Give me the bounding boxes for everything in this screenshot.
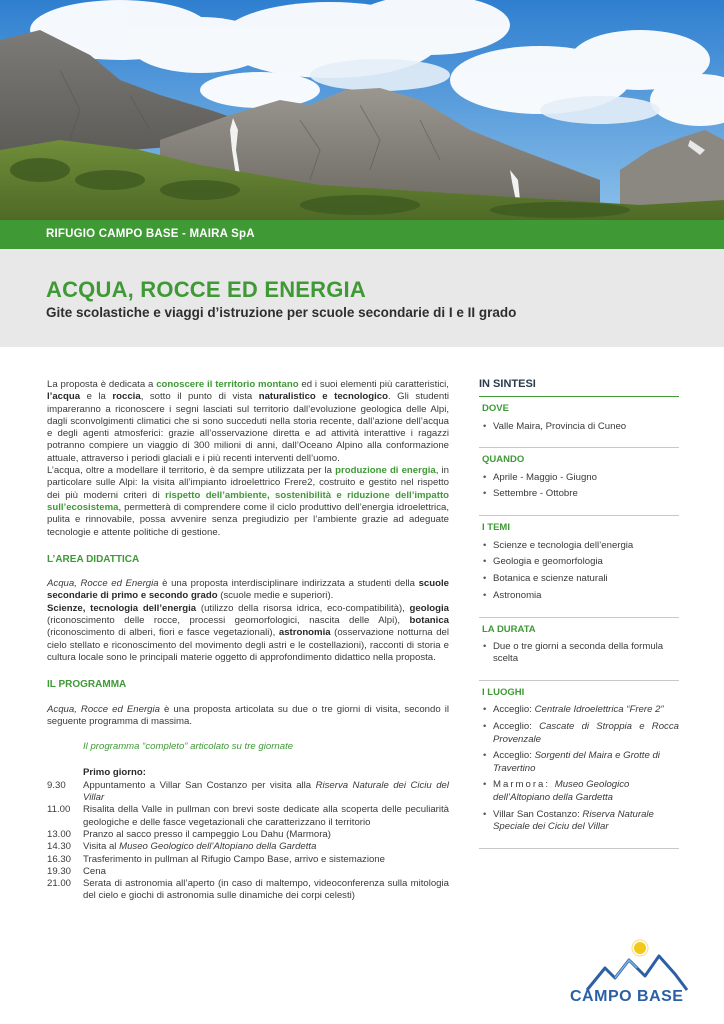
bold-text: roccia	[112, 391, 141, 403]
schedule-row	[47, 854, 449, 866]
italic-text: Centrale Idroelettrica “Frere 2”	[534, 704, 664, 716]
hero-mountain-photo	[0, 0, 724, 220]
text-run: Marmora:	[493, 779, 555, 791]
logo-word-2: BASE	[637, 988, 684, 1005]
summary-sidebar	[479, 378, 679, 849]
text-run: Risalita della Valle in pullman con brevi soste dedicate alla scoperta delle peculiarità geologiche e delle fasce vegetazionali che caratterizzano il territorio	[83, 804, 449, 828]
text-run: . Gli studenti impareranno a riconoscere i segni lasciati sul territorio dall’evoluzione geologica delle Alpi, dagli sconvolgimenti climatici che si sono succeduti nella storia recente, dall’azione dell’acqua e degli agenti atmosferici: grazie all’osservazione diretta e ad attività interattive i ragazzi potranno compiere un viaggio di 300 milioni di anni, dall’Oceano Alpino alla conformazione attuale, attraverso i periodi glaciali e i più recenti interventi dell’uomo.	[47, 391, 450, 464]
logo-wordmark	[570, 988, 683, 1006]
summary-item: • Valle Maira, Provincia di Cuneo	[482, 421, 679, 433]
text-run: , in particolare sulle Alpi: la visita all’impianto idroelettrico Frere2, costruito e gestito nel rispetto dei più moderni criteri di	[47, 465, 449, 501]
band-title: RIFUGIO CAMPO BASE - MAIRA SpA	[46, 228, 255, 240]
text-run: , sotto il punto di vista	[140, 391, 259, 403]
summary-item: • Aprile - Maggio - Giugno	[482, 472, 679, 484]
summary-dove	[479, 397, 679, 448]
summary-item	[482, 704, 679, 716]
text-run: (scuole medie e superiori).	[217, 590, 334, 602]
text-run: Cena	[83, 865, 106, 877]
italic-text: Sorgenti del Maira e Grotte di Travertino	[493, 750, 660, 774]
summary-item: • Settembre - Ottobre	[482, 488, 679, 500]
summary-temi-heading: I TEMI	[482, 522, 510, 534]
campo-base-logo	[567, 938, 717, 1018]
area-paragraph-1	[47, 578, 449, 603]
schedule-time: 21.00	[47, 878, 72, 890]
summary-item: • Due o tre giorni a seconda della formula scelta	[482, 641, 679, 666]
highlight-text: produzione di energia	[335, 465, 436, 477]
schedule-desc	[83, 841, 449, 853]
schedule-desc	[83, 854, 449, 866]
summary-dove-heading: DOVE	[482, 403, 509, 415]
summary-item: • Scienze e tecnologia dell’energia	[482, 540, 679, 552]
logo-word-1: CAMPO	[570, 988, 633, 1005]
text-run: Appuntamento a Villar San Costanzo per visita alla	[83, 779, 316, 791]
bold-text: naturalistico e tecnologico	[258, 391, 388, 403]
schedule-time: 14.30	[47, 841, 72, 853]
text-run: Acceglio:	[493, 704, 535, 716]
schedule-time: 11.00	[47, 804, 71, 816]
intro-paragraph-2	[47, 465, 449, 539]
italic-text: Museo Geologico dell’Altopiano della Gardetta	[119, 841, 317, 853]
bold-text: geologia	[409, 602, 449, 614]
page-title: ACQUA, ROCCE ED ENERGIA	[46, 277, 366, 302]
schedule-time: 19.30	[47, 865, 72, 877]
section-heading-area: L’AREA DIDATTICA	[47, 553, 140, 565]
schedule-time: 16.30	[47, 853, 72, 865]
highlight-text: rispetto dell’ambiente, sostenibilità e riduzione dell’impatto sull’ecosistema	[47, 489, 449, 513]
main-content	[47, 379, 449, 903]
schedule-row	[47, 804, 449, 829]
summary-item: • Botanica e scienze naturali	[482, 573, 679, 585]
bold-text: l’acqua	[47, 391, 81, 403]
highlight-text: conoscere il territorio montano	[156, 379, 299, 390]
text-run: Acceglio:	[493, 750, 535, 762]
summary-item	[482, 750, 679, 775]
italic-text: Acqua, Rocce ed Energia	[47, 578, 159, 590]
schedule-time: 9.30	[47, 779, 66, 791]
area-paragraph-2	[47, 603, 449, 664]
text-run: e la	[80, 391, 113, 403]
summary-luoghi	[479, 681, 679, 848]
summary-quando-heading: QUANDO	[482, 454, 525, 466]
text-run: ed i suoi elementi più caratteristici,	[298, 379, 449, 390]
title-panel	[0, 249, 724, 347]
summary-item: • Astronomia	[482, 590, 679, 602]
programma-paragraph	[47, 704, 449, 729]
summary-item	[482, 779, 679, 804]
schedule-desc	[83, 804, 449, 829]
schedule-desc	[83, 878, 449, 903]
text-run: La proposta è dedicata a	[47, 379, 157, 390]
summary-quando	[479, 448, 679, 516]
programma-intro: Il programma “completo” articolato su tre giornate	[83, 741, 294, 753]
text-run: Visita al	[83, 841, 120, 853]
text-run: Trasferimento in pullman al Rifugio Campo Base, arrivo e sistemazione	[83, 853, 385, 865]
text-run: , permetterà di comprendere come il ciclo produttivo dell’energia idroelettrica, pulita e rinnovabile, possa avvenire senza pregiudizio per l’ambiente grazie ad adeguate tecnologie e attente politiche di gestione.	[47, 501, 449, 538]
bold-text: Scienze, tecnologia dell’energia	[47, 602, 197, 614]
logo-mountain-icon	[567, 938, 717, 993]
summary-item: • Geologia e geomorfologia	[482, 556, 679, 568]
schedule-desc	[83, 780, 449, 805]
schedule-row	[47, 866, 449, 878]
intro-paragraph-1	[47, 379, 449, 465]
bold-text: astronomia	[278, 627, 331, 639]
summary-item	[482, 809, 679, 834]
summary-durata-heading: LA DURATA	[482, 623, 536, 635]
text-run: Villar San Costanzo:	[493, 808, 583, 820]
text-run: Pranzo al sacco presso il campeggio Lou Dahu (Marmora)	[83, 828, 331, 840]
italic-text: Riserva Naturale dei Ciciu del Villar	[83, 779, 449, 804]
header-band	[0, 220, 724, 249]
schedule-list	[47, 780, 449, 903]
summary-luoghi-heading: I LUOGHI	[482, 687, 525, 699]
text-run: Serata di astronomia all’aperto (in caso di maltempo, videoconferenza sulla mitologia del cielo e giochi di astronomia sulle dinamiche dei corpi celesti)	[83, 878, 449, 902]
text-run: (riconoscimento delle rocce, processi geomorfologici, nascita delle Alpi),	[47, 615, 410, 627]
day-heading: Primo giorno:	[83, 767, 146, 779]
text-run: è una proposta articolata su due o tre giorni di visita, secondo il seguente programma di massima.	[47, 703, 450, 727]
text-run: L’acqua, oltre a modellare il territorio, è da sempre utilizzata per la	[47, 465, 336, 477]
page-subtitle: Gite scolastiche e viaggi d’istruzione per scuole secondarie di I e II grado	[46, 305, 517, 320]
schedule-desc	[83, 829, 449, 841]
text-run: (utilizzo della risorsa idrica, eco-compatibilità),	[196, 602, 410, 614]
text-run: è una proposta interdisciplinare indirizzata a studenti della	[158, 578, 419, 590]
bold-text: botanica	[409, 615, 449, 627]
summary-heading: IN SINTESI	[479, 378, 679, 397]
text-run: (riconoscimento di alberi, fiori e fasce vegetazionali),	[47, 627, 279, 639]
text-run: Acceglio:	[493, 721, 540, 733]
italic-text: Riserva Naturale Speciale dei Ciciu del Villar	[493, 808, 654, 832]
summary-item	[482, 721, 679, 746]
schedule-row	[47, 841, 449, 853]
italic-text: Museo Geologico dell’Altopiano della Gardetta	[493, 779, 630, 803]
summary-durata	[479, 618, 679, 681]
bold-text: scuole secondarie di primo e secondo grado	[47, 578, 449, 602]
schedule-time: 13.00	[47, 828, 72, 840]
section-heading-programma: IL PROGRAMMA	[47, 679, 127, 691]
schedule-row	[47, 829, 449, 841]
italic-text: Acqua, Rocce ed Energia	[47, 703, 160, 715]
text-run: (osservazione notturna del cielo stellato e riconoscimento del movimento degli astri e le costellazioni), racconti di storia e cultura locale sono le principali materie oggetto di approfondimento didattico nella proposta.	[47, 627, 449, 663]
italic-text: Cascate di Stroppia e Rocca Provenzale	[493, 721, 679, 745]
schedule-desc	[83, 866, 449, 878]
schedule-row	[47, 878, 449, 903]
schedule-row	[47, 780, 449, 805]
summary-temi	[479, 516, 679, 617]
